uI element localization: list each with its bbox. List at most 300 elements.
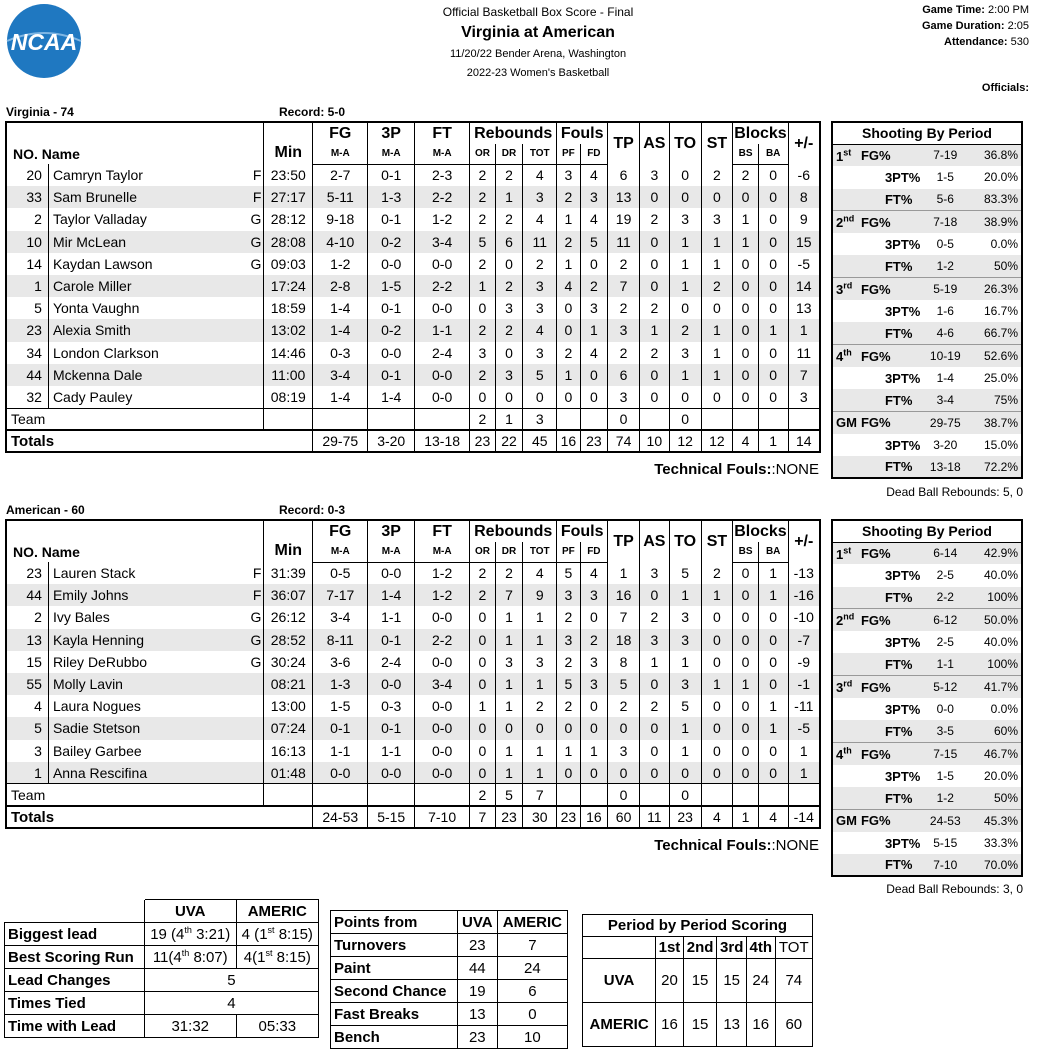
stat-ba: 0: [758, 386, 788, 408]
sbp-percent: 70.0%: [968, 854, 1022, 876]
player-number: 15: [6, 651, 48, 673]
player-number: 44: [6, 364, 48, 386]
col-subheader-tot: TOT: [523, 144, 557, 164]
stat-pm: -10: [788, 606, 820, 628]
player-row: [6, 740, 820, 762]
stat-p3: 0-2: [368, 319, 415, 341]
stat-to: 0: [669, 186, 701, 208]
total-ba: 1: [758, 430, 788, 452]
total-fd: 16: [580, 806, 608, 828]
stat-bs: 0: [733, 695, 758, 717]
team-stat-fg: [313, 784, 368, 806]
stat-pm: 8: [788, 186, 820, 208]
sbp-stat: FG%: [859, 278, 922, 300]
player-name: Cady Pauley: [52, 388, 133, 405]
points-from-uva: 19: [457, 980, 497, 1003]
sbp-value: 3-4: [922, 389, 968, 411]
stat-p3: 0-0: [368, 342, 415, 364]
stat-ft: 2-2: [415, 629, 470, 651]
player-name: Lauren Stack: [52, 565, 136, 582]
sbp-row: [832, 166, 1022, 188]
player-number: 1: [6, 275, 48, 297]
sbp-stat: 3PT%: [884, 634, 921, 650]
team-stat-p3: [368, 408, 415, 430]
period-header: 1st: [656, 937, 684, 959]
stat-ba: 0: [758, 164, 788, 186]
stat-pf: 1: [557, 253, 580, 275]
sbp-stat: FT%: [859, 720, 922, 742]
stat-bs: 0: [733, 297, 758, 319]
sbp-percent: 40.0%: [983, 568, 1018, 583]
total-pf: 16: [557, 430, 580, 452]
stat-tp: 3: [608, 319, 640, 341]
total-pm: -14: [788, 806, 820, 828]
total-bs: 4: [733, 430, 758, 452]
sbp-stat: 3PT%: [884, 169, 921, 185]
player-name: Taylor Valladay: [52, 211, 147, 228]
stat-ft: 1-2: [415, 562, 470, 584]
sbp-stat: FT%: [859, 255, 922, 277]
stat-tot: 3: [523, 297, 557, 319]
shooting-by-period: [831, 121, 1023, 479]
stat-fd: 3: [580, 673, 608, 695]
stat-min: 08:19: [264, 386, 313, 408]
stat-st: 0: [701, 629, 733, 651]
stat-ft: 0-0: [415, 651, 470, 673]
stat-fg: 1-4: [313, 386, 368, 408]
points-from-row: [331, 957, 568, 980]
stat-min: 07:24: [264, 717, 313, 739]
team-stat-pf: [557, 784, 580, 806]
stat-p3: 2-4: [368, 651, 415, 673]
col-subheader-dr: DR: [495, 542, 523, 562]
stat-pm: -5: [788, 253, 820, 275]
ncaa-logo: [4, 3, 86, 79]
stat-st: 0: [701, 386, 733, 408]
stat-dr: 0: [495, 253, 523, 275]
player-name-cell: [48, 695, 263, 717]
sbp-value: 5-6: [922, 189, 968, 211]
player-name: Sadie Stetson: [52, 720, 141, 737]
stat-dr: 6: [495, 231, 523, 253]
player-number: 2: [6, 606, 48, 628]
points-from-uva: 23: [457, 1026, 497, 1049]
team-stat-bs: [733, 408, 758, 430]
stat-pf: 1: [557, 208, 580, 230]
stat-tp: 8: [608, 651, 640, 673]
sbp-row: [832, 698, 1022, 720]
stat-tp: 18: [608, 629, 640, 651]
team-stat-to: 0: [669, 784, 701, 806]
stat-p3: 1-1: [368, 606, 415, 628]
sbp-period: [832, 434, 859, 456]
stat-pf: 3: [557, 164, 580, 186]
player-name: London Clarkson: [52, 344, 159, 361]
sbp-percent: 20.0%: [983, 769, 1018, 784]
sbp-period: [832, 367, 859, 389]
period-score: 15: [717, 959, 747, 1003]
stat-tot: 3: [523, 651, 557, 673]
box-score: [5, 121, 821, 453]
player-position: F: [252, 167, 262, 184]
player-name: Yonta Vaughn: [52, 300, 140, 317]
sbp-title: Shooting By Period: [832, 122, 1022, 144]
stat-fd: 4: [580, 562, 608, 584]
stat-fg: 0-3: [313, 342, 368, 364]
team-stat-p3: [368, 784, 415, 806]
points-from-label: Turnovers: [331, 934, 458, 957]
stat-pf: 1: [557, 740, 580, 762]
total-st: 12: [701, 430, 733, 452]
sbp-value: 7-15: [922, 743, 968, 765]
stat-fg: 3-6: [313, 651, 368, 673]
stat-fd: 3: [580, 297, 608, 319]
sbp-period: [832, 389, 859, 411]
col-header-no-name: NO. Name: [6, 520, 264, 562]
stat-tot: 1: [523, 606, 557, 628]
stat-fg: 1-2: [313, 253, 368, 275]
stat-ft: 2-3: [415, 164, 470, 186]
col-header-ft: FT: [415, 520, 470, 542]
sbp-stat: FT%: [859, 653, 922, 675]
stat-p3: 1-4: [368, 386, 415, 408]
player-name: Kayla Henning: [52, 631, 144, 648]
sbp-value: 1-2: [922, 787, 968, 809]
player-row: [6, 651, 820, 673]
sbp-row: [832, 322, 1022, 344]
player-name: Mir McLean: [52, 233, 127, 250]
stat-or: 1: [470, 695, 495, 717]
stat-to: 3: [669, 342, 701, 364]
col-header-to: TO: [669, 520, 701, 562]
stat-min: 01:48: [264, 762, 313, 784]
stat-fg: 4-10: [313, 231, 368, 253]
sbp-percent: 72.2%: [968, 456, 1022, 478]
report-subtitle: Official Basketball Box Score - Final: [442, 5, 634, 19]
stat-st: 2: [701, 275, 733, 297]
stat-pf: 0: [557, 386, 580, 408]
points-from-header-american: AMERIC: [497, 911, 567, 934]
col-header-rebounds: Rebounds: [470, 520, 557, 542]
sbp-period: [832, 300, 859, 322]
sbp-stat: FG%: [859, 609, 922, 631]
player-name: Anna Rescifina: [52, 764, 148, 781]
stat-pm: -6: [788, 164, 820, 186]
stat-as: 0: [639, 717, 669, 739]
col-subheader-ma: M-A: [368, 542, 415, 562]
stat-as: 0: [639, 584, 669, 606]
stat-fg: 9-18: [313, 208, 368, 230]
col-header-no-name: NO. Name: [6, 122, 264, 164]
stat-tot: 2: [523, 695, 557, 717]
sbp-percent: 38.7%: [968, 412, 1022, 434]
player-name: Ivy Bales: [52, 609, 110, 626]
stat-p3: 1-5: [368, 275, 415, 297]
stat-ba: 0: [758, 231, 788, 253]
player-number: 55: [6, 673, 48, 695]
sbp-value: 1-5: [936, 769, 954, 784]
summary-header-american: AMERIC: [236, 900, 318, 923]
stat-ft: 2-2: [415, 275, 470, 297]
sbp-period: [832, 698, 859, 720]
sbp-row: [832, 787, 1022, 809]
total-tp: 60: [608, 806, 640, 828]
stat-st: 1: [701, 319, 733, 341]
period-header: TOT: [775, 937, 812, 959]
sbp-value: 6-12: [922, 609, 968, 631]
stat-fg: 8-11: [313, 629, 368, 651]
team-stat-or: 2: [470, 784, 495, 806]
stat-ba: 0: [758, 275, 788, 297]
stat-as: 1: [639, 319, 669, 341]
stat-or: 0: [470, 717, 495, 739]
team-stat-tot: 3: [523, 408, 557, 430]
player-row: [6, 629, 820, 651]
sbp-value: 1-6: [936, 304, 954, 319]
points-from-american: 24: [497, 957, 567, 980]
total-pf: 23: [557, 806, 580, 828]
stat-p3: 0-3: [368, 695, 415, 717]
col-subheader-ma: M-A: [313, 144, 368, 164]
sbp-value: 1-1: [922, 653, 968, 675]
stat-pm: -5: [788, 717, 820, 739]
stat-pf: 5: [557, 673, 580, 695]
team-stat-st: [701, 408, 733, 430]
stat-min: 28:12: [264, 208, 313, 230]
player-position: F: [252, 587, 262, 604]
period-header: 3rd: [717, 937, 747, 959]
period-header: 2nd: [683, 937, 717, 959]
stat-ft: 0-0: [415, 253, 470, 275]
stat-fg: 7-17: [313, 584, 368, 606]
player-number: 32: [6, 386, 48, 408]
sbp-period: [832, 564, 859, 586]
period-score: 24: [746, 959, 775, 1003]
sbp-stat: FT%: [859, 189, 922, 211]
player-name: Kaydan Lawson: [52, 255, 153, 272]
stat-bs: 0: [733, 762, 758, 784]
stat-as: 0: [639, 253, 669, 275]
stat-or: 5: [470, 231, 495, 253]
stat-ba: 0: [758, 364, 788, 386]
player-name-cell: [48, 364, 263, 386]
stat-bs: 0: [733, 606, 758, 628]
sbp-stat: 3PT%: [884, 437, 921, 453]
sbp-percent: 41.7%: [968, 676, 1022, 698]
col-header-fouls: Fouls: [557, 122, 608, 144]
points-from-row: [331, 980, 568, 1003]
points-from-title: Points from: [331, 911, 458, 934]
player-name-cell: [48, 319, 263, 341]
sbp-stat: FG%: [859, 810, 922, 832]
player-name: Sam Brunelle: [52, 189, 137, 206]
stat-fg: 1-5: [313, 695, 368, 717]
stat-tot: 4: [523, 164, 557, 186]
stat-ft: 0-0: [415, 386, 470, 408]
col-header-as: AS: [639, 520, 669, 562]
team-stat-as: [639, 784, 669, 806]
stat-bs: 1: [733, 673, 758, 695]
stat-ba: 0: [758, 762, 788, 784]
summary-header-uva: UVA: [144, 900, 236, 923]
stat-to: 1: [669, 717, 701, 739]
stat-as: 3: [639, 164, 669, 186]
player-name-cell: [48, 208, 263, 230]
stat-bs: 0: [733, 717, 758, 739]
stat-min: 18:59: [264, 297, 313, 319]
stat-fd: 2: [580, 629, 608, 651]
stat-st: 1: [701, 673, 733, 695]
player-position: G: [250, 631, 262, 648]
sbp-value: 6-14: [922, 542, 968, 564]
stat-pf: 0: [557, 319, 580, 341]
stat-st: 1: [701, 253, 733, 275]
total-or: 23: [470, 430, 495, 452]
period-score: 15: [683, 1003, 717, 1047]
stat-bs: 0: [733, 629, 758, 651]
col-header-tp: TP: [608, 520, 640, 562]
team-stat-pf: [557, 408, 580, 430]
col-subheader-fd: FD: [580, 542, 608, 562]
col-header-fg: FG: [313, 122, 368, 144]
player-row: [6, 186, 820, 208]
col-header-tp: TP: [608, 122, 640, 164]
team-stat-fd: [580, 784, 608, 806]
sbp-percent: 36.8%: [968, 144, 1022, 166]
sbp-period: [832, 255, 859, 277]
stat-to: 5: [669, 562, 701, 584]
stat-pm: 1: [788, 319, 820, 341]
stat-dr: 1: [495, 629, 523, 651]
stat-to: 2: [669, 319, 701, 341]
stat-as: 0: [639, 186, 669, 208]
stat-ft: 0-0: [415, 606, 470, 628]
sbp-stat: 3PT%: [884, 303, 921, 319]
stat-p3: 0-1: [368, 364, 415, 386]
sbp-stat: 3PT%: [884, 370, 921, 386]
stat-tot: 4: [523, 319, 557, 341]
stat-p3: 0-1: [368, 297, 415, 319]
col-header-plus-minus: +/-: [788, 520, 820, 562]
stat-p3: 0-2: [368, 231, 415, 253]
sbp-percent: 100%: [968, 653, 1022, 675]
sbp-stat: 3PT%: [884, 768, 921, 784]
stat-st: 0: [701, 651, 733, 673]
player-row: [6, 297, 820, 319]
sbp-stat: 3PT%: [884, 567, 921, 583]
stat-tp: 2: [608, 297, 640, 319]
points-from-american: 0: [497, 1003, 567, 1026]
stat-to: 0: [669, 164, 701, 186]
stat-as: 0: [639, 386, 669, 408]
stat-p3: 0-0: [368, 673, 415, 695]
stat-st: 0: [701, 717, 733, 739]
sbp-percent: 50%: [968, 255, 1022, 277]
player-row: [6, 562, 820, 584]
stat-or: 2: [470, 186, 495, 208]
technical-fouls-virginia: Technical Fouls::NONE: [654, 461, 819, 478]
total-fd: 23: [580, 430, 608, 452]
team-stat-tot: 7: [523, 784, 557, 806]
stat-pf: 3: [557, 629, 580, 651]
points-from-american: 10: [497, 1026, 567, 1049]
stat-to: 1: [669, 253, 701, 275]
stat-bs: 1: [733, 231, 758, 253]
sbp-row: [832, 587, 1022, 609]
stat-fd: 1: [580, 740, 608, 762]
col-header-to: TO: [669, 122, 701, 164]
stat-as: 0: [639, 231, 669, 253]
team-stat-tp: 0: [608, 784, 640, 806]
stat-st: 2: [701, 164, 733, 186]
game-summary-table: [4, 899, 319, 1038]
stat-bs: 0: [733, 562, 758, 584]
sbp-stat: FG%: [859, 144, 922, 166]
dead-ball-rebounds-virginia: Dead Ball Rebounds: 5, 0: [886, 485, 1023, 499]
stat-st: 0: [701, 606, 733, 628]
player-name: Bailey Garbee: [52, 742, 142, 759]
col-subheader-pf: PF: [557, 144, 580, 164]
sbp-percent: 42.9%: [968, 542, 1022, 564]
player-name-cell: [48, 253, 263, 275]
sbp-row: [832, 609, 1022, 631]
team-row-label: Team: [6, 408, 264, 430]
col-header-min: Min: [264, 122, 313, 164]
sbp-period: [832, 456, 859, 478]
points-from-table: [330, 910, 568, 1049]
team-stat-tp: 0: [608, 408, 640, 430]
stat-min: 09:03: [264, 253, 313, 275]
player-number: 5: [6, 297, 48, 319]
team-stat-pm: [788, 784, 820, 806]
player-name-cell: [48, 629, 263, 651]
period-score: 20: [656, 959, 684, 1003]
stat-or: 0: [470, 386, 495, 408]
stat-fd: 2: [580, 275, 608, 297]
player-number: 3: [6, 740, 48, 762]
shooting-by-period-american: [831, 519, 1023, 877]
sbp-row: [832, 653, 1022, 675]
team-record-away: Record: 0-3: [279, 503, 346, 517]
stat-ft: 1-2: [415, 208, 470, 230]
stat-or: 3: [470, 342, 495, 364]
stat-bs: 0: [733, 584, 758, 606]
period-score: 74: [775, 959, 812, 1003]
sbp-value: 5-12: [922, 676, 968, 698]
stat-min: 08:21: [264, 673, 313, 695]
col-header-st: ST: [701, 122, 733, 164]
stat-st: 2: [701, 562, 733, 584]
stat-ba: 0: [758, 606, 788, 628]
summary-row-times-tied: Times Tied 4: [5, 992, 319, 1015]
stat-ba: 0: [758, 297, 788, 319]
points-from-label: Second Chance: [331, 980, 458, 1003]
sbp-row: [832, 832, 1022, 854]
period-scoring-row: [583, 959, 813, 1003]
stat-fd: 4: [580, 208, 608, 230]
box-score-table-american: [5, 519, 821, 829]
sbp-row: [832, 854, 1022, 876]
stat-pf: 2: [557, 606, 580, 628]
stat-as: 2: [639, 695, 669, 717]
stat-min: 27:17: [264, 186, 313, 208]
stat-pm: -16: [788, 584, 820, 606]
sbp-row: [832, 189, 1022, 211]
stat-st: 0: [701, 740, 733, 762]
stat-to: 0: [669, 386, 701, 408]
player-name-cell: [48, 762, 263, 784]
stat-tp: 6: [608, 364, 640, 386]
